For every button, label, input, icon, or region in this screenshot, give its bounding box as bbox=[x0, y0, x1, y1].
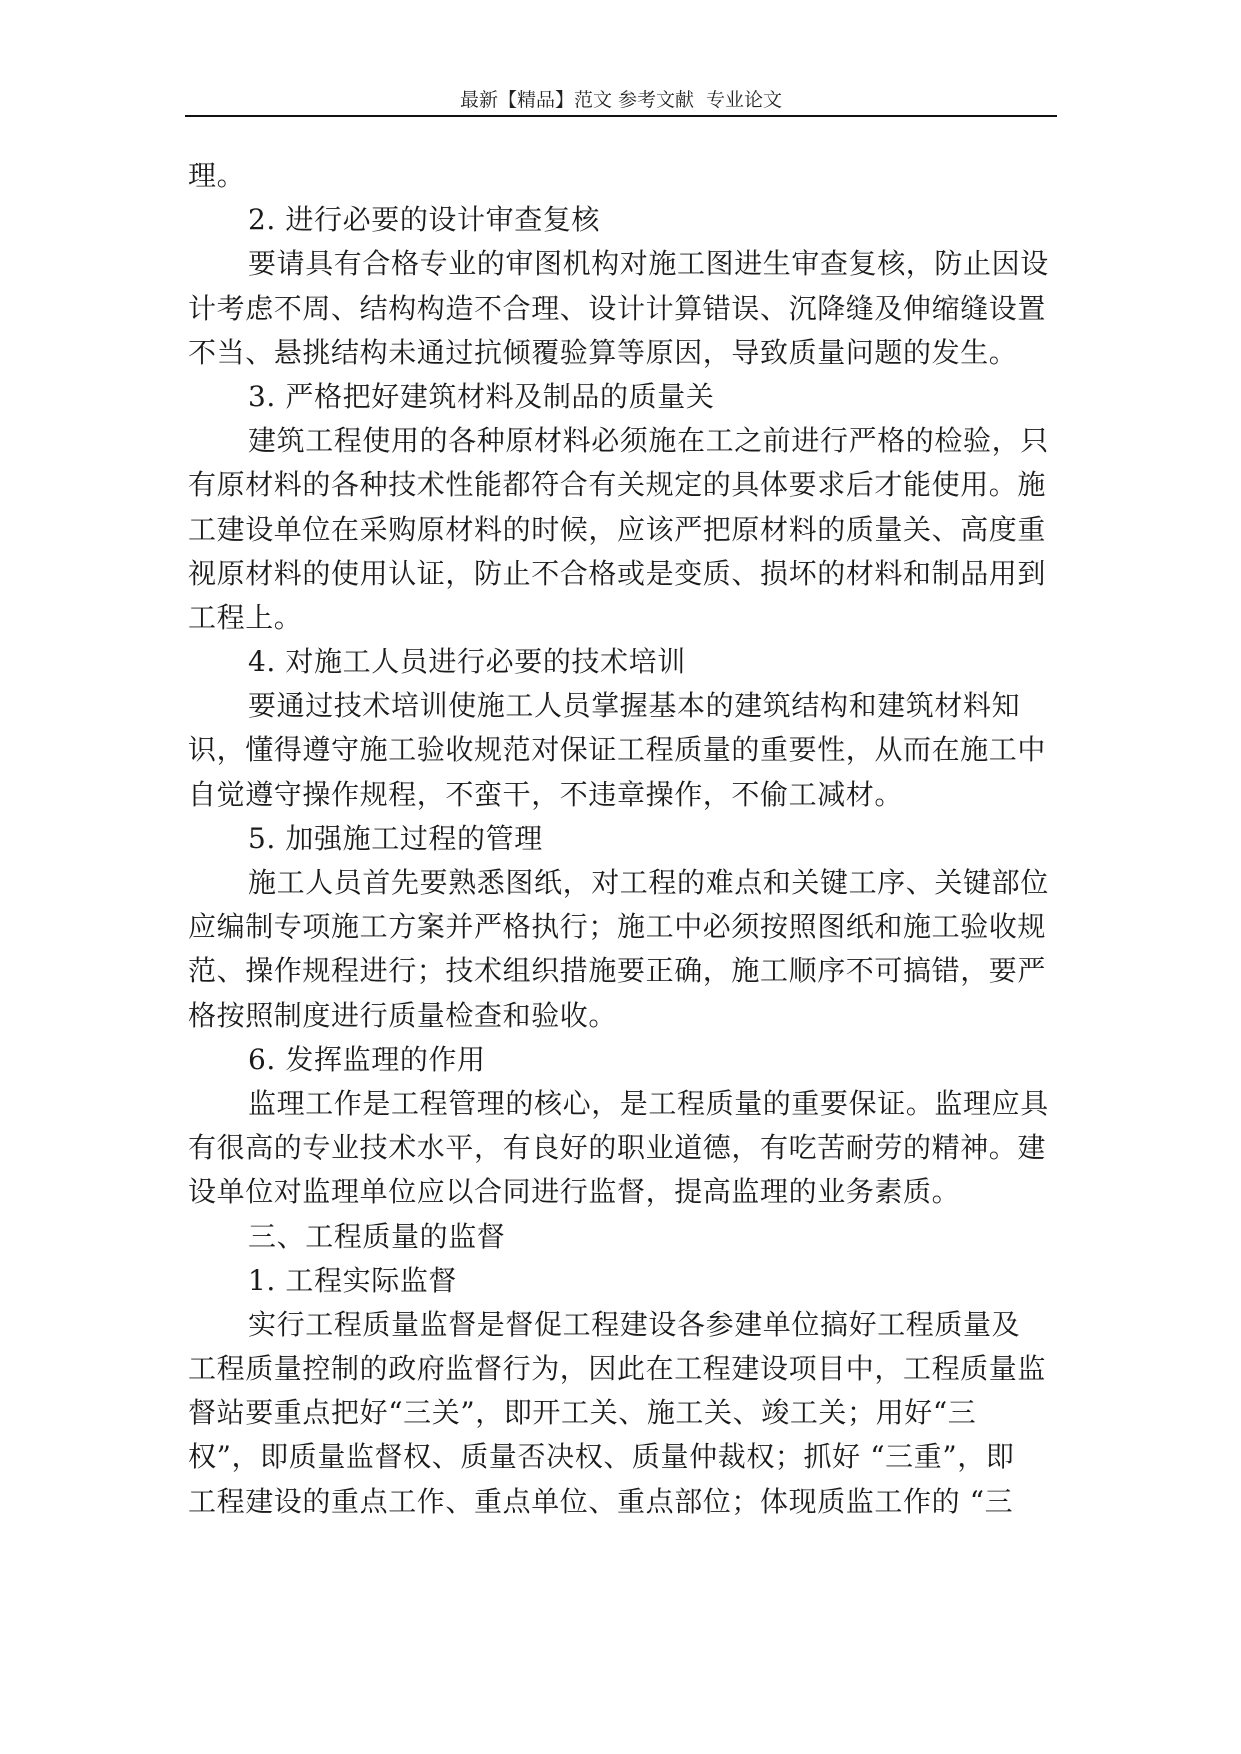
text-line: 建筑工程使用的各种原材料必须施在工之前进行严格的检验，只 bbox=[248, 424, 1049, 458]
page-header: 最新【精品】范文 参考文献 专业论文 bbox=[459, 89, 783, 111]
text-line: 1. 工程实际监督 bbox=[248, 1263, 458, 1297]
text-line: 视原材料的使用认证，防止不合格或是变质、损坏的材料和制品用到 bbox=[188, 556, 1047, 590]
text-line: 范、操作规程进行；技术组织措施要正确，施工顺序不可搞错，要严 bbox=[188, 954, 1047, 988]
text-line: 设单位对监理单位应以合同进行监督，提高监理的业务素质。 bbox=[188, 1175, 961, 1209]
header-divider bbox=[185, 115, 1057, 117]
text-line: 工程质量控制的政府监督行为，因此在工程建设项目中，工程质量监 bbox=[188, 1352, 1047, 1386]
text-line: 计考虑不周、结构构造不合理、设计计算错误、沉降缝及伸缩缝设置 bbox=[188, 291, 1047, 325]
text-line: 实行工程质量监督是督促工程建设各参建单位搞好工程质量及 bbox=[248, 1307, 1021, 1341]
text-line: 要通过技术培训使施工人员掌握基本的建筑结构和建筑材料知 bbox=[248, 689, 1021, 723]
document-body bbox=[188, 154, 1060, 1524]
text-line: 不当、悬挑结构未通过抗倾覆验算等原因，导致质量问题的发生。 bbox=[188, 335, 1018, 369]
text-line: 工建设单位在采购原材料的时候，应该严把原材料的质量关、高度重 bbox=[188, 512, 1047, 546]
text-line: 5. 加强施工过程的管理 bbox=[248, 821, 543, 855]
text-line: 理。 bbox=[188, 159, 246, 192]
text-line: 有原材料的各种技术性能都符合有关规定的具体要求后才能使用。施 bbox=[188, 468, 1047, 502]
text-line: 工程建设的重点工作、重点单位、重点部位；体现质监工作的 “三 bbox=[188, 1484, 1014, 1518]
text-line: 自觉遵守操作规程，不蛮干，不违章操作，不偷工减材。 bbox=[188, 777, 904, 811]
text-line: 权”，即质量监督权、质量否决权、质量仲裁权；抓好 “三重”，即 bbox=[188, 1440, 1015, 1474]
text-line: 4. 对施工人员进行必要的技术培训 bbox=[248, 645, 686, 679]
text-line: 工程上。 bbox=[188, 600, 303, 634]
text-line: 要请具有合格专业的审图机构对施工图进生审查复核，防止因设 bbox=[248, 247, 1049, 281]
text-line: 施工人员首先要熟悉图纸，对工程的难点和关键工序、关键部位 bbox=[248, 866, 1049, 899]
text-line: 有很高的专业技术水平，有良好的职业道德，有吃苦耐劳的精神。建 bbox=[188, 1131, 1047, 1165]
text-line: 三、工程质量的监督 bbox=[248, 1219, 506, 1253]
text-line: 格按照制度进行质量检查和验收。 bbox=[188, 998, 618, 1032]
text-line: 识，懂得遵守施工验收规范对保证工程质量的重要性，从而在施工中 bbox=[188, 733, 1047, 767]
text-line: 6. 发挥监理的作用 bbox=[248, 1042, 486, 1076]
text-line: 监理工作是工程管理的核心，是工程质量的重要保证。监理应具 bbox=[248, 1086, 1049, 1120]
text-line: 应编制专项施工方案并严格执行；施工中必须按照图纸和施工验收规 bbox=[188, 910, 1047, 944]
text-line: 3. 严格把好建筑材料及制品的质量关 bbox=[248, 379, 715, 413]
text-line: 2. 进行必要的设计审查复核 bbox=[248, 203, 601, 237]
text-line: 督站要重点把好“三关”，即开工关、施工关、竣工关；用好“三 bbox=[188, 1396, 977, 1430]
